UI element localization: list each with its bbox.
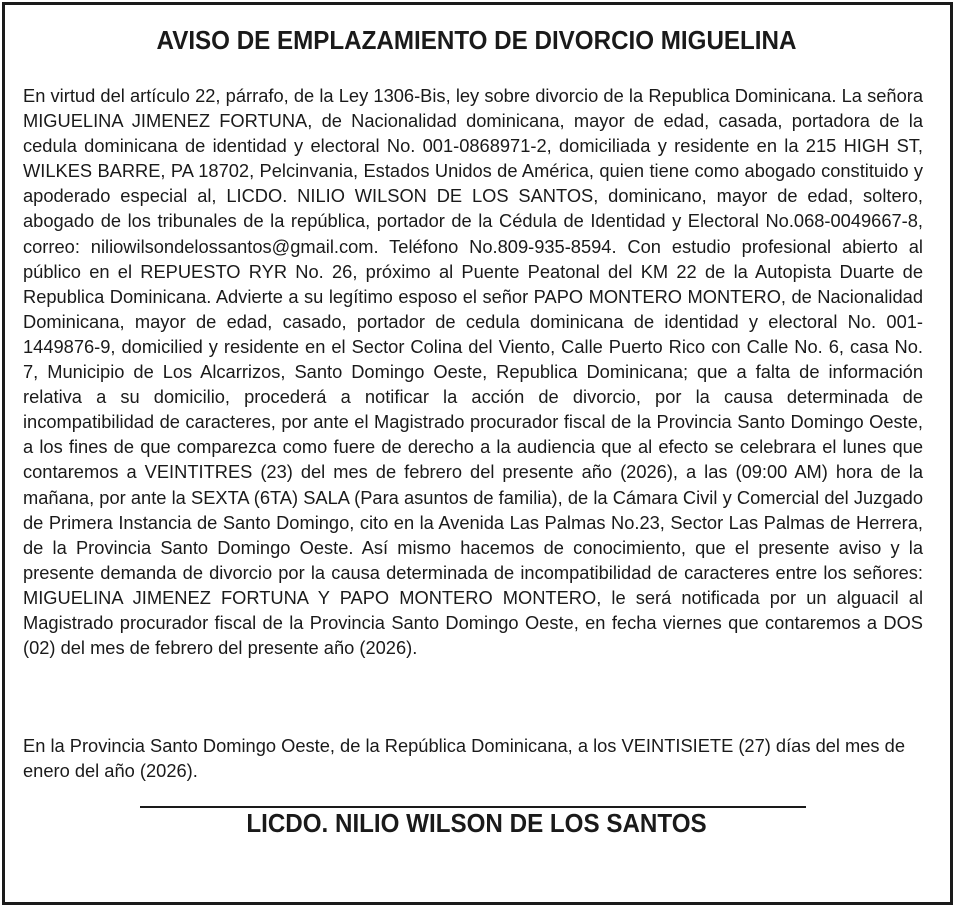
notice-closing: En la Provincia Santo Domingo Oeste, de la República Dominicana, a los VEINTISIETE (27) días del mes de enero del año (2026).: [23, 735, 905, 782]
signature-name: LICDO. NILIO WILSON DE LOS SANTOS: [246, 808, 707, 838]
notice-body: En virtud del artículo 22, párrafo, de la Ley 1306-Bis, ley sobre divorcio de la Republica Dominicana. La señora MIGUELINA JIMENEZ FORTUNA, de Nacionalidad dominicana, mayor de edad, casada, portadora de la cedula dominicana de identidad y electoral No. 001-0868971-2, domiciliada y residente en la 215 HIGH ST, WILKES BARRE, PA 18702, Pelcinvania, Estados Unidos de América, quien tiene como abogado constituido y apoderado especial al, LICDO. NILIO WILSON DE LOS SANTOS, dominicano, mayor de edad, soltero, abogado de los tribunales de la república, portador de la Cédula de Identidad y Electoral No.068-0049667-8, correo: niliowilsondelossantos@gmail.com. Teléfono No.809-935-8594. Con estudio profesional abierto al público en el REPUESTO RYR No. 26, próximo al Puente Peatonal del KM 22 de la Autopista Duarte de Republica Dominicana. Advierte a su legítimo esposo el señor PAPO MONTERO MONTERO, de Nacionalidad Dominicana, mayor de edad, casado, portador de cedula dominicana de identidad y electoral No. 001-1449876-9, domicilied y residente en el Sector Colina del Viento, Calle Puerto Rico con Calle No. 6, casa No. 7, Municipio de Los Alcarrizos, Santo Domingo Oeste, Republica Dominicana; que a falta de información relativa a su domicilio, procederá a notificar la acción de divorcio, por la causa determinada de incompatibilidad de caracteres, por ante el Magistrado procurador fiscal de la Provincia Santo Domingo Oeste, a los fines de que comparezca como fuere de derecho a la audiencia que al efecto se celebrara el lunes que contaremos a VEINTITRES (23) del mes de febrero del presente año (2026), a las (09:00 AM) hora de la mañana, por ante la SEXTA (6TA) SALA (Para asuntos de familia), de la Cámara Civil y Comercial del Juzgado de Primera Instancia de Santo Domingo, cito en la Avenida Las Palmas No.23, Sector Las Palmas de Herrera, de la Provincia Santo Domingo Oeste. Así mismo hacemos de conocimiento, que el presente aviso y la presente demanda de divorcio por la causa determinada de incompatibilidad de caracteres entre los señores: MIGUELINA JIMENEZ FORTUNA Y PAPO MONTERO MONTERO, le será notificada por un alguacil al Magistrado procurador fiscal de la Provincia Santo Domingo Oeste, en fecha viernes que contaremos a DOS (02) del mes de febrero del presente año (2026).: [23, 85, 923, 659]
notice-title: AVISO DE EMPLAZAMIENTO DE DIVORCIO MIGUELINA: [156, 25, 797, 55]
